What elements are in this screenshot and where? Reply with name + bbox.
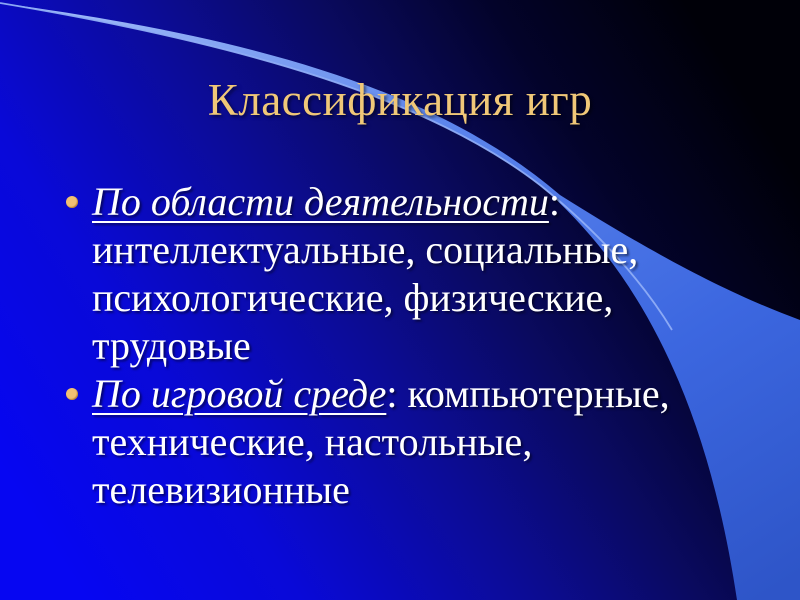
- bullet-icon: [66, 196, 78, 208]
- bullet-rest: компьютерные, технические, настольные, телевизионные: [92, 371, 670, 512]
- slide-title: Классификация игр: [207, 75, 593, 125]
- bullet-list: [62, 178, 706, 514]
- bullet-icon: [66, 388, 78, 400]
- list-item: [62, 178, 706, 370]
- list-item: [62, 370, 706, 514]
- bullet-colon: :: [548, 179, 561, 224]
- bullet-lead: По игровой среде: [92, 371, 387, 416]
- bullet-colon: :: [386, 371, 398, 416]
- bullet-lead: По области деятельности: [92, 179, 549, 224]
- bullet-rest: интеллектуальные, социальные, психологические, физические, трудовые: [92, 227, 639, 368]
- bullet-text: [92, 178, 706, 370]
- bullet-text: [92, 370, 706, 514]
